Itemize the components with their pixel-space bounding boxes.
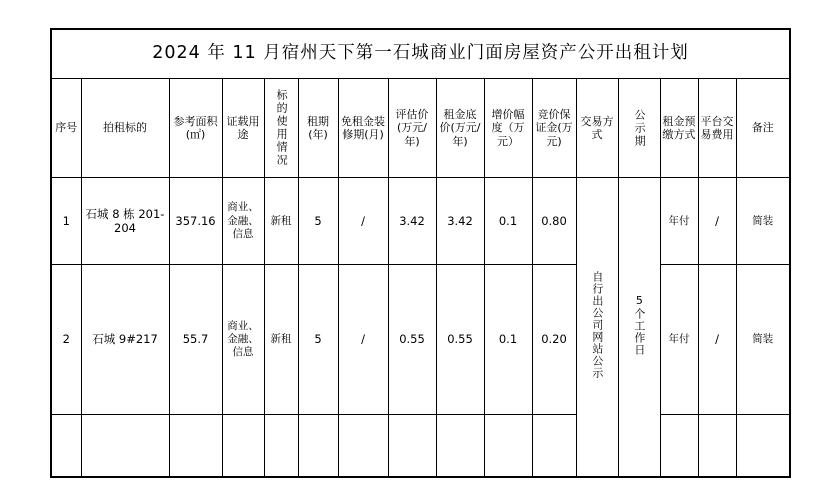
- cell-floor-price: 3.42: [436, 178, 484, 264]
- cell-appraisal: 3.42: [388, 178, 436, 264]
- cell-target: [81, 415, 169, 477]
- table-row: [51, 178, 790, 264]
- cell-increment: 0.1: [484, 178, 532, 264]
- cell-floor-price: [436, 415, 484, 477]
- header-usage: 证载用途: [222, 79, 264, 178]
- cell-floor-price: 0.55: [436, 264, 484, 415]
- cell-payment: [660, 415, 698, 477]
- cell-appraisal: [388, 415, 436, 477]
- header-payment: 租金预缴方式: [660, 79, 698, 178]
- header-publicity: [618, 79, 660, 178]
- cell-increment: [484, 415, 532, 477]
- cell-increment: 0.1: [484, 264, 532, 415]
- cell-publicity-text: 5个工作日: [632, 294, 646, 357]
- cell-seq: 2: [51, 264, 81, 415]
- header-free-period: 免租金装修期(月): [338, 79, 388, 178]
- cell-payment: 年付: [660, 178, 698, 264]
- cell-payment: 年付: [660, 264, 698, 415]
- cell-area: 55.7: [169, 264, 222, 415]
- cell-status: 新租: [264, 178, 298, 264]
- cell-usage: 商业、金融、信息: [222, 178, 264, 264]
- cell-free-period: [338, 415, 388, 477]
- cell-platform-fee: /: [698, 178, 736, 264]
- table-row: [51, 415, 790, 477]
- table-row: [51, 264, 790, 415]
- header-deposit: 竞价保证金(万元): [532, 79, 576, 178]
- cell-remark: 简装: [736, 264, 790, 415]
- header-target: 拍租标的: [81, 79, 169, 178]
- cell-deposit: 0.20: [532, 264, 576, 415]
- header-appraisal: 评估价(万元/年): [388, 79, 436, 178]
- cell-term: [298, 415, 338, 477]
- cell-area: 357.16: [169, 178, 222, 264]
- cell-usage: [222, 415, 264, 477]
- page-title: 2024 年 11 月宿州天下第一石城商业门面房屋资产公开出租计划: [51, 29, 790, 79]
- cell-appraisal: 0.55: [388, 264, 436, 415]
- header-trade-method: 交易方式: [576, 79, 618, 178]
- header-seq: 序号: [51, 79, 81, 178]
- cell-publicity-merged: [618, 178, 660, 477]
- cell-deposit: [532, 415, 576, 477]
- header-increment: 增价幅度（万元）: [484, 79, 532, 178]
- cell-seq: 1: [51, 178, 81, 264]
- header-floor-price: 租金底价(万元/年): [436, 79, 484, 178]
- cell-free-period: /: [338, 264, 388, 415]
- cell-trade-method-merged: [576, 178, 618, 477]
- header-platform-fee: 平台交易费用: [698, 79, 736, 178]
- cell-status: [264, 415, 298, 477]
- table-header-row: [51, 79, 790, 178]
- cell-platform-fee: /: [698, 264, 736, 415]
- cell-free-period: /: [338, 178, 388, 264]
- cell-platform-fee: [698, 415, 736, 477]
- cell-term: 5: [298, 264, 338, 415]
- cell-target: 石城 9#217: [81, 264, 169, 415]
- header-status-text: 标的使用情况: [275, 89, 289, 168]
- cell-area: [169, 415, 222, 477]
- cell-deposit: 0.80: [532, 178, 576, 264]
- cell-remark: 简装: [736, 178, 790, 264]
- cell-target: 石城 8 栋 201-204: [81, 178, 169, 264]
- header-remark: 备注: [736, 79, 790, 178]
- header-status: [264, 79, 298, 178]
- cell-term: 5: [298, 178, 338, 264]
- header-term: 租期(年): [298, 79, 338, 178]
- table-title-row: [51, 29, 790, 79]
- cell-remark: [736, 415, 790, 477]
- cell-trade-method-text: 自行出公司网站公示: [590, 271, 604, 380]
- cell-usage: 商业、金融、信息: [222, 264, 264, 415]
- cell-status: 新租: [264, 264, 298, 415]
- rental-plan-table: [50, 28, 791, 478]
- cell-seq: [51, 415, 81, 477]
- header-publicity-text: 公示期: [633, 108, 647, 148]
- header-area: 参考面积(㎡): [169, 79, 222, 178]
